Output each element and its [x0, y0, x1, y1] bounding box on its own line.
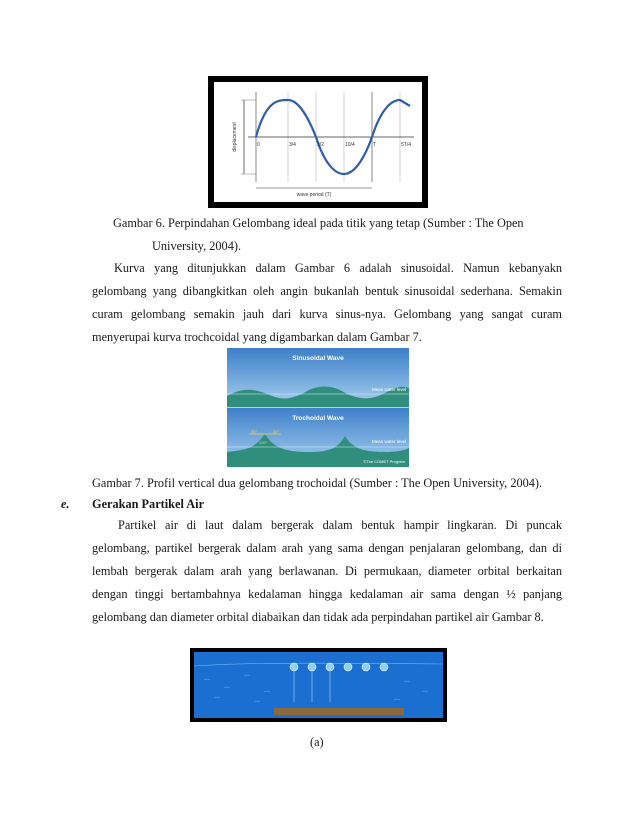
top-title: Sinusoidal Wave [292, 355, 344, 362]
paragraph-2 [92, 514, 562, 629]
tick-label: 10/4 [345, 142, 355, 148]
image-credit: ©The COMET Program [363, 459, 405, 464]
angle-bottom: 120° [259, 440, 268, 445]
section-title: Gerakan Partikel Air [92, 497, 205, 511]
paragraph-line: menyerupai kurva trochcoidal yang digambarkan dalam Gambar 7. [92, 330, 422, 344]
angle-left: 30° [251, 429, 258, 434]
paragraph-line: gelombang yang dibangkitkan oleh angin bukanlah bentuk sinusoidal sederhana. Semakin [92, 284, 562, 298]
figure-7-caption: Gambar 7. Profil vertical dua gelombang trochoidal (Sumber : The Open University, 2004). [92, 476, 543, 490]
figure-7-illustration [227, 348, 409, 467]
x-axis-label: wave period (T) [296, 192, 332, 198]
figure-8-illustration [194, 652, 443, 718]
bottom-label: Mean water level [372, 439, 407, 444]
bottom-title: Trochoidal Wave [292, 415, 344, 422]
paragraph-line: lembah bergerak dalam arah yang berlawanan. Di permukaan, diameter orbital berkaitan [92, 564, 562, 578]
tick-label: 3/2 [317, 142, 324, 148]
figure-8-label: (a) [310, 735, 324, 749]
tick-label: 5T/4 [401, 142, 412, 148]
tick-label: 3/4 [289, 142, 296, 148]
section-marker: e. [61, 497, 70, 511]
angle-right: 30° [273, 429, 280, 434]
figure-7-image [227, 348, 409, 467]
paragraph-line: gelombang dan diameter orbital diabaikan dan tidak ada perpindahan partikel air Gambar 8. [92, 610, 544, 624]
paragraph-line: gelombang, partikel bergerak dalam arah yang sama dengan penjalaran gelombang, dan di [92, 541, 562, 555]
tick-label: T [373, 142, 377, 148]
paragraph-line: Kurva yang ditunjukkan dalam Gambar 6 adalah sinusoidal. Namun kebanyakn [114, 261, 562, 275]
top-label: Mean water level [372, 387, 407, 392]
tick-label: 0 [257, 142, 260, 148]
paragraph-line: dengan tinggi bertambahnya kedalaman hingga kedalaman air sama dengan ½ panjang [92, 587, 562, 601]
figure-6-caption-cont: University, 2004). [152, 239, 242, 253]
y-axis-label: displacement [232, 122, 238, 152]
figure-6-caption: Gambar 6. Perpindahan Gelombang ideal pada titik yang tetap (Sumber : The Open [113, 216, 524, 230]
figure-6-chart [214, 82, 422, 202]
paragraph-line: curam gelombang semakin jauh dari kurva sinus-nya. Gelombang yang sangat curam [92, 307, 562, 321]
figure-6-frame [208, 76, 428, 208]
figure-8-frame [190, 648, 447, 722]
paragraph-line: Partikel air di laut dalam bergerak dalam bentuk hampir lingkaran. Di puncak [118, 518, 562, 532]
paragraph-1 [92, 257, 562, 349]
